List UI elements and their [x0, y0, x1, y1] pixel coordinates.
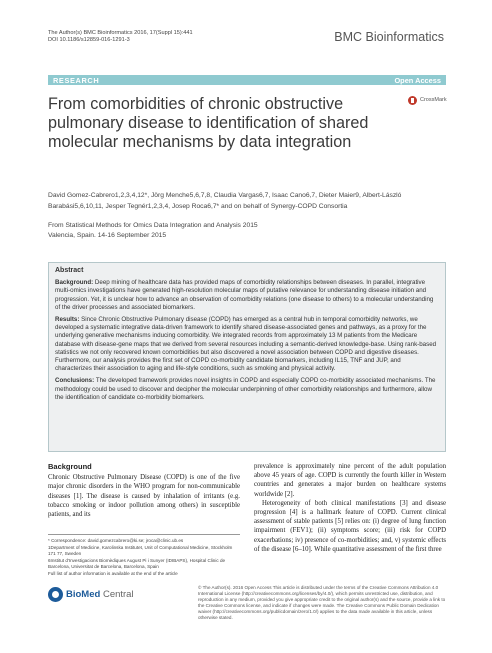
abstract-results — [55, 316, 439, 373]
body-paragraph: Chronic Obstructive Pulmonary Disease (COPD) is one of the five major chronic disorders in the WHO program for non-communicable diseases [1]. The disease is caused by inhalation of irritants (e.g. tobacco smoking or indoor pollution among others) in susceptible patients, and its — [48, 474, 240, 519]
conclusions-text: The developed framework provides novel insights in COPD and especially COPD co-morbidity associated mechanisms. The methodology could be used to discover and decipher the molecular underpinning of other comorbidity relationships and furthermore, allow the identification of candidate co-morbidity biomarkers. — [55, 377, 436, 401]
doi-line[interactable]: DOI 10.1186/s12859-016-1291-3 — [48, 37, 130, 44]
abstract-background — [55, 279, 439, 312]
paper-title: From comorbidities of chronic obstructive pulmonary disease to identification of shared molecular mechanisms by data integration — [48, 95, 369, 151]
biomed-central-icon — [48, 587, 63, 602]
conference-info — [48, 221, 446, 241]
background-label: Background: — [55, 279, 94, 287]
body-paragraph: prevalence is approximately nine percent of the adult population above 45 years of age. COPD is currently the fourth killer in Western countries and generates a major burden on healthcare systems worldwide [2]. — [254, 463, 446, 498]
full-list-note: Full list of author information is available at the end of the article — [48, 571, 178, 576]
abstract-heading: Abstract — [55, 267, 84, 274]
body-paragraph: Heterogeneity of both clinical manifestations [3] and disease progression [4] is a hallmark feature of COPD. Current clinical assessment of stable patients [5] relies on: (i) degree of lung function impairment (FEV1); (ii) symptoms score; (iii) risk for COPD exacerbations; iv) presence of co-morbidities; and, v) systemic effects of the disease [6–10]. While quantitative assessment of the first three — [254, 499, 446, 553]
journal-name: BMC Bioinformatics — [334, 30, 444, 44]
license-text: © The Author(s). 2016 Open Access This article is distributed under the terms of the Creative Commons Attribution 4.0 International License (http://creativecommons.org/licenses/by/4.0/), which permits unrestricted use, distribution, and reproduction in any medium, provided you give appropriate credit to the original author(s) and the source, provide a link to the Creative Commons license, and indicate if changes were made. The Creative Commons Public Domain Dedication waiver (http://creativecommons.org/publicdomain/zero/1.0/) applies to the data made available in this article, unless otherwise stated. — [198, 585, 446, 620]
section-label: RESEARCH — [53, 76, 100, 85]
citation-line: The Author(s) BMC Bioinformatics 2016, 17(Suppl 15):441 — [48, 30, 193, 36]
abstract-conclusions — [55, 377, 439, 402]
abstract-box — [48, 262, 446, 452]
affiliation-note: 1Department of Medicine, Karolinska Institutet, Unit of Computational Medicine, Stockholm 171 77, Sweden — [48, 545, 233, 556]
crossmark-badge[interactable] — [408, 96, 460, 108]
crossmark-label: CrossMark — [420, 97, 447, 103]
biomed-central-logo — [48, 587, 138, 603]
citation-block — [48, 30, 193, 45]
page-footer — [48, 585, 446, 620]
section-bar — [48, 75, 446, 85]
biomed-central-wordmark: BioMed Central — [66, 589, 134, 600]
body-column-right — [254, 462, 446, 554]
section-heading-background: Background — [48, 462, 92, 471]
background-text: Deep mining of healthcare data has provided maps of comorbidity relationships between diseases. In parallel, integrative multi-omics investigations have generated high-resolution molecular maps of putative relevance for understanding disease initiation and progression. Yet, it is unclear how to advance an observation of comorbidity relations (one disease to others) to a molecular understanding of the driver processes and associated biomarkers. — [55, 279, 434, 311]
conclusions-label: Conclusions: — [55, 377, 95, 385]
results-text: Since Chronic Obstructive Pulmonary disease (COPD) has emerged as a central hub in temporal comorbidity networks, we developed a systematic integrative data-driven framework to identify shared disease-associated genes and pathways, as a proxy for the underlying generative mechanisms inducing comorbidity. We integrated records from approximately 13 M patients from the Medicare database with disease-gene maps that we derived from several resources including a semantic-derived knowledge-base. Using rank-based statistics we not only recovered known comorbidities but also discovered a novel association between COPD and digestive diseases. Furthermore, our analysis provides the first set of COPD co-morbidity candidate biomarkers, including IL15, TNF and JUP, and characterizes their association to aging and life-style conditions, such as smoking and physical activity. — [55, 316, 437, 373]
results-label: Results: — [55, 316, 80, 324]
conference-name: From Statistical Methods for Omics Data Integration and Analysis 2015 — [48, 222, 258, 229]
author-list: David Gomez-Cabrero1,2,3,4,12*, Jörg Menche5,6,7,8, Claudia Vargas6,7, Isaac Cano6,7, Dieter Maier9, Albert-László Barabási5,6,10,11, Jesper Tegnér1,2,3,4, Josep Roca6,7* and on behalf of Synergy-COPD Consortia — [48, 192, 402, 210]
conference-location: Valencia, Spain. 14-16 September 2015 — [48, 232, 167, 239]
footnotes — [48, 534, 240, 578]
correspondence-note: * Correspondence: david.gomezcabrero@ki.se; jroca@clinic.ub.es — [48, 538, 184, 543]
crossmark-icon — [408, 96, 417, 105]
open-access-label: Open Access — [394, 76, 441, 85]
body-column-left — [48, 462, 240, 519]
affiliation-note: 6Institut d'Investigacions Biomèdiques August Pi i Sunyer (IDIBAPS), Hospital Clinic de Barcelona, Universitat de Barcelona, Barcelona, Spain — [48, 558, 226, 569]
